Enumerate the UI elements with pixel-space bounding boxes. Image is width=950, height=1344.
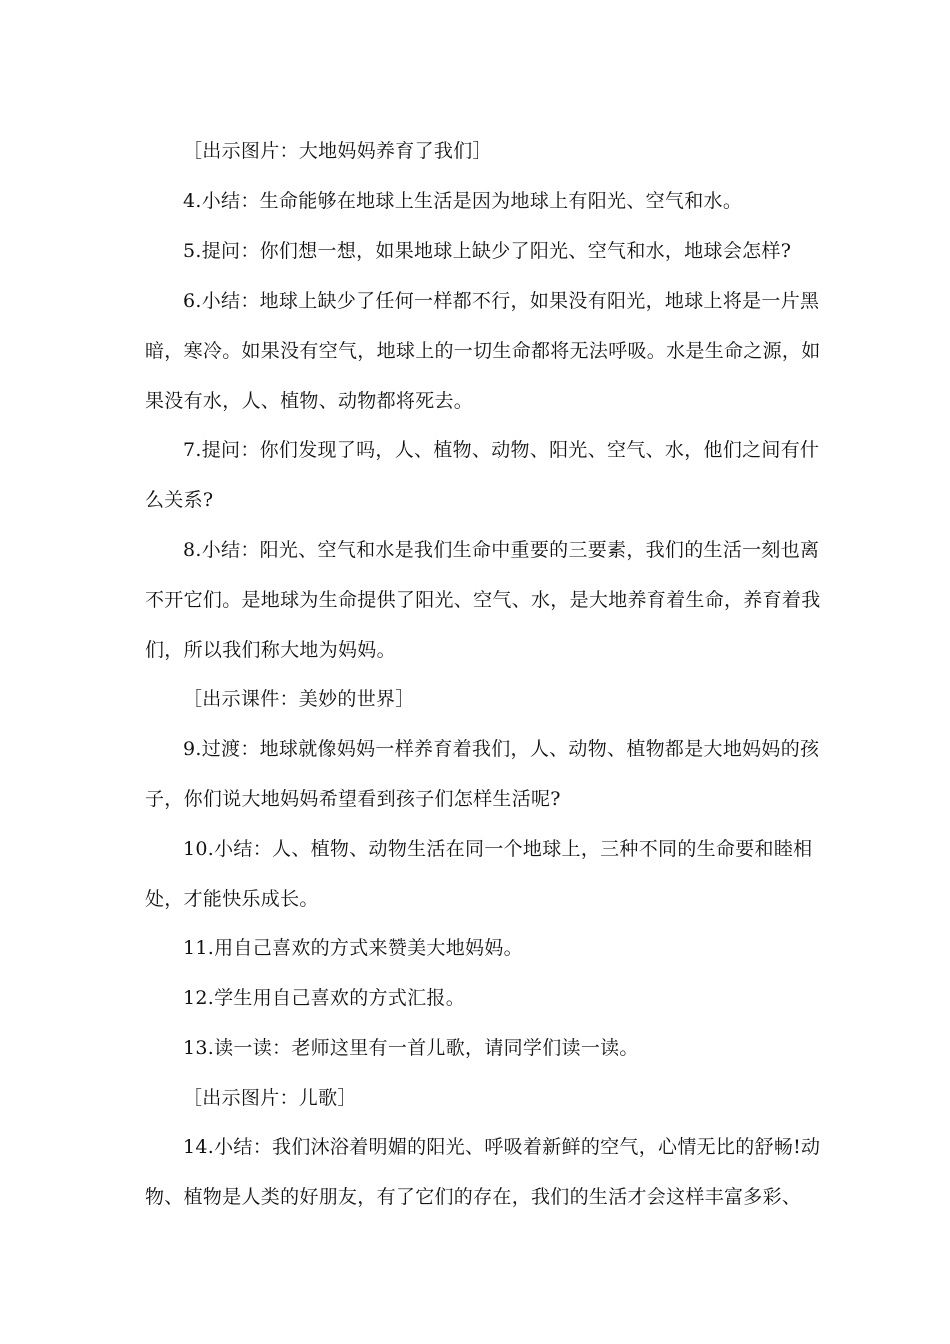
paragraph-summary-6: 6.小结：地球上缺少了任何一样都不行，如果没有阳光，地球上将是一片黑暗，寒冷。如果没有空气，地球上的一切生命都将无法呼吸。水是生命之源，如果没有水，人、植物、动物都将死去。 (145, 290, 821, 412)
paragraph-question-7: 7.提问：你们发现了吗，人、植物、动物、阳光、空气、水，他们之间有什么关系? (145, 439, 820, 511)
paragraph-summary-14: 14.小结：我们沐浴着明媚的阳光、呼吸着新鲜的空气，心情无比的舒畅!动物、植物是人类的好朋友，有了它们的存在，我们的生活才会这样丰富多彩、 (145, 1136, 821, 1208)
paragraph-summary-4: 4.小结：生命能够在地球上生活是因为地球上有阳光、空气和水。 (183, 190, 743, 212)
paragraph-item-11: 11.用自己喜欢的方式来赞美大地妈妈。 (183, 937, 523, 959)
paragraph-summary-8: 8.小结：阳光、空气和水是我们生命中重要的三要素，我们的生活一刻也离不开它们。是地球为生命提供了阳光、空气、水，是大地养育着生命，养育着我们，所以我们称大地为妈妈。 (145, 539, 821, 661)
paragraph-item-12: 12.学生用自己喜欢的方式汇报。 (183, 987, 466, 1009)
paragraph-show-picture-song: ［出示图片：儿歌］ (183, 1087, 357, 1109)
paragraph-transition-9: 9.过渡：地球就像妈妈一样养育着我们，人、动物、植物都是大地妈妈的孩子，你们说大地妈妈希望看到孩子们怎样生活呢? (145, 738, 820, 810)
paragraph-question-5: 5.提问：你们想一想，如果地球上缺少了阳光、空气和水，地球会怎样? (183, 240, 792, 262)
paragraph-summary-10: 10.小结：人、植物、动物生活在同一个地球上，三种不同的生命要和睦相处，才能快乐成长。 (145, 838, 813, 910)
paragraph-show-courseware: ［出示课件：美妙的世界］ (183, 688, 415, 710)
paragraph-show-picture-earth-mother: ［出示图片：大地妈妈养育了我们］ (183, 140, 492, 162)
paragraph-read-13: 13.读一读：老师这里有一首儿歌，请同学们读一读。 (183, 1037, 639, 1059)
